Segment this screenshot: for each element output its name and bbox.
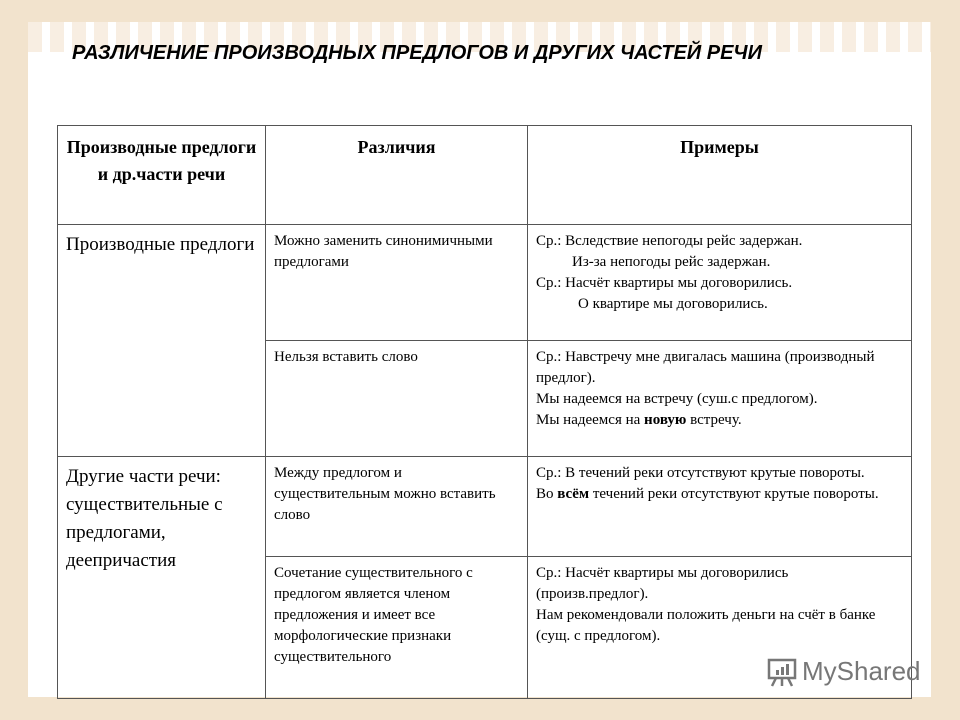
table-row	[58, 225, 912, 341]
presentation-board-icon	[766, 657, 798, 687]
difference-cell: Сочетание существительного с предлогом является членом предложения и имеет все морфологические признаки существительного	[266, 557, 528, 699]
difference-cell: Можно заменить синонимичными предлогами	[266, 225, 528, 341]
example-line: О квартире мы договорились.	[578, 296, 768, 312]
example-text: Во	[536, 486, 554, 502]
table-row	[58, 457, 912, 557]
header-category: Производные предлоги и др.части речи	[58, 126, 266, 225]
example-line: Ср.: Насчёт квартиры мы договорились (произв.предлог).	[536, 565, 789, 602]
category-cell: Другие части речи: существительные с предлогами, деепричастия	[58, 457, 266, 699]
example-line: Мы надеемся на встречу (суш.с предлогом).	[536, 391, 818, 407]
category-cell: Производные предлоги	[58, 225, 266, 457]
watermark-logo	[766, 656, 921, 687]
example-text: течений реки отсутствуют крутые повороты.	[592, 486, 879, 502]
example-line: Ср.: Вследствие непогоды рейс задержан.	[536, 233, 803, 249]
comparison-table	[57, 125, 912, 699]
examples-cell	[528, 457, 912, 557]
difference-cell: Между предлогом и существительным можно вставить слово	[266, 457, 528, 557]
slide-title: РАЗЛИЧЕНИЕ ПРОИЗВОДНЫХ ПРЕДЛОГОВ И ДРУГИХ ЧАСТЕЙ РЕЧИ	[72, 42, 762, 64]
header-differences: Различия	[266, 126, 528, 225]
example-line: Из-за непогоды рейс задержан.	[572, 254, 771, 270]
example-line: Нам рекомендовали положить деньги на счёт в банке (сущ. с предлогом).	[536, 607, 876, 644]
example-line: Ср.: В течений реки отсутствуют крутые повороты.	[536, 465, 865, 481]
watermark-text: MyShared	[802, 656, 921, 686]
examples-cell	[528, 341, 912, 457]
emphasized-word: новую	[644, 412, 687, 428]
difference-cell: Нельзя вставить слово	[266, 341, 528, 457]
header-examples: Примеры	[528, 126, 912, 225]
example-line: Ср.: Навстречу мне двигалась машина (производный предлог).	[536, 349, 875, 386]
emphasized-word: всём	[557, 486, 590, 502]
table-header-row	[58, 126, 912, 225]
example-text: Мы надеемся на	[536, 412, 641, 428]
examples-cell	[528, 225, 912, 341]
example-line	[536, 410, 903, 431]
example-text: встречу.	[690, 412, 742, 428]
example-line: Ср.: Насчёт квартиры мы договорились.	[536, 275, 793, 291]
example-line	[536, 484, 903, 505]
